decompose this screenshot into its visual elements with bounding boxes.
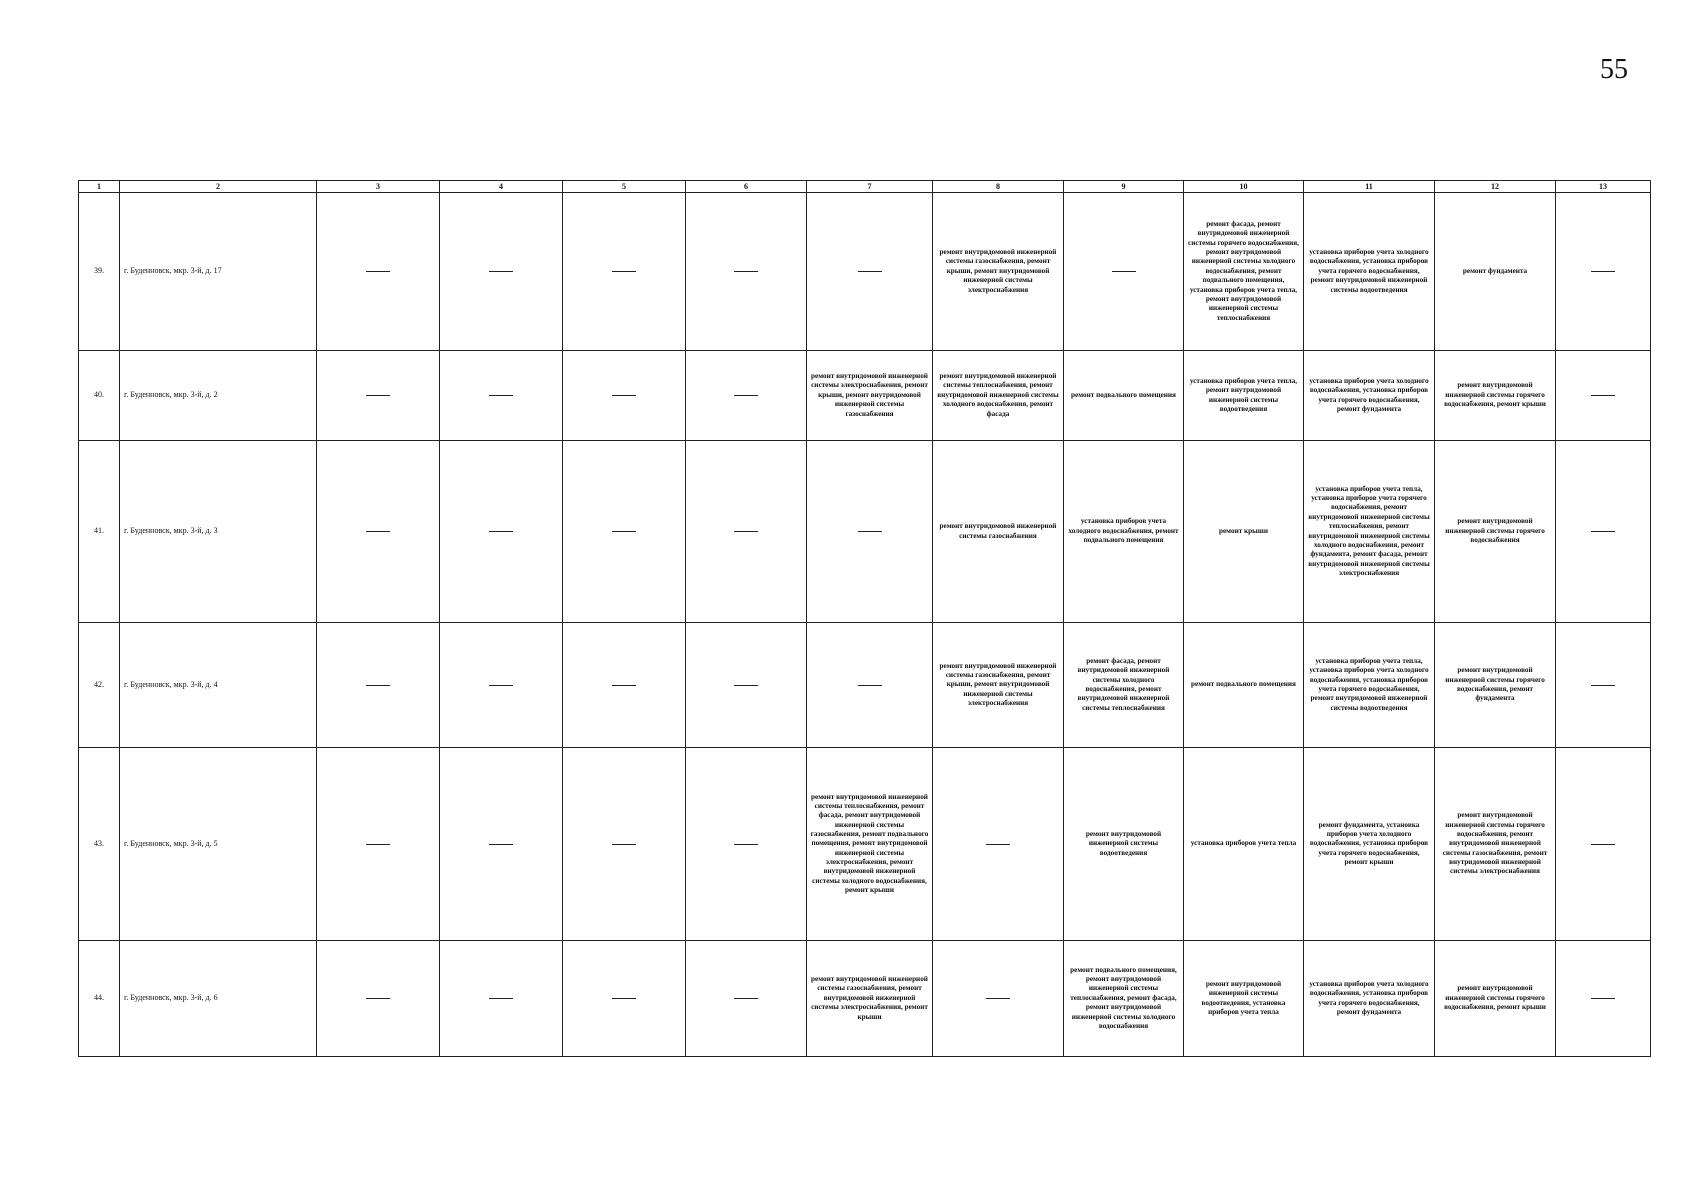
repair-schedule-table <box>78 180 1651 1057</box>
work-cell: ремонт фасада, ремонт внутридомовой инженерной системы холодного водоснабжения, ремонт внутридомовой инженерной системы теплоснабжения <box>1064 623 1184 748</box>
dash-mark <box>1591 685 1615 686</box>
dash-mark <box>612 395 636 396</box>
work-cell: ремонт фасада, ремонт внутридомовой инженерной системы горячего водоснабжения, ремонт внутридомовой инженерной системы холодного водоснабжения, ремонт подвального помещения, установка приборов учета тепла, ремонт внутридомовой инженерной системы теплоснабжения <box>1184 193 1304 351</box>
empty-work-cell <box>686 351 807 441</box>
empty-work-cell <box>563 623 686 748</box>
table-row <box>79 941 1651 1057</box>
address-cell: г. Буденновск, мкр. 3-й, д. 3 <box>120 441 317 623</box>
empty-work-cell <box>686 441 807 623</box>
work-cell: установка приборов учета холодного водоснабжения, установка приборов учета горячего водоснабжения, ремонт фундамента <box>1304 351 1435 441</box>
dash-mark <box>1591 531 1615 532</box>
empty-work-cell <box>1556 193 1651 351</box>
address-cell: г. Буденновск, мкр. 3-й, д. 4 <box>120 623 317 748</box>
empty-work-cell <box>1064 193 1184 351</box>
table-row <box>79 351 1651 441</box>
empty-work-cell <box>807 441 933 623</box>
row-number: 39. <box>79 193 120 351</box>
column-number: 11 <box>1304 181 1435 193</box>
page-number: 55 <box>1600 54 1628 85</box>
work-cell: установка приборов учета холодного водоснабжения, установка приборов учета горячего водоснабжения, ремонт внутридомовой инженерной системы водоотведения <box>1304 193 1435 351</box>
dash-mark <box>489 844 513 845</box>
work-cell: ремонт подвального помещения, ремонт внутридомовой инженерной системы теплоснабжения, ремонт фасада, ремонт внутридомовой инженерной системы холодного водоснабжения <box>1064 941 1184 1057</box>
dash-mark <box>986 844 1010 845</box>
work-cell: установка приборов учета тепла <box>1184 748 1304 941</box>
work-cell: установка приборов учета тепла, ремонт внутридомовой инженерной системы водоотведения <box>1184 351 1304 441</box>
dash-mark <box>489 531 513 532</box>
work-cell: ремонт внутридомовой инженерной системы теплоснабжения, ремонт внутридомовой инженерной системы холодного водоснабжения, ремонт фасада <box>933 351 1064 441</box>
empty-work-cell <box>563 441 686 623</box>
empty-work-cell <box>317 941 440 1057</box>
empty-work-cell <box>440 941 563 1057</box>
dash-mark <box>366 685 390 686</box>
table-row <box>79 441 1651 623</box>
row-number: 42. <box>79 623 120 748</box>
empty-work-cell <box>563 941 686 1057</box>
table-row <box>79 193 1651 351</box>
work-cell: ремонт внутридомовой инженерной системы горячего водоснабжения, ремонт крыши <box>1435 351 1556 441</box>
work-cell: установка приборов учета тепла, установка приборов учета холодного водоснабжения, установка приборов учета горячего водоснабжения, ремонт внутридомовой инженерной системы водоотведения <box>1304 623 1435 748</box>
empty-work-cell <box>686 193 807 351</box>
column-number: 2 <box>120 181 317 193</box>
column-number-header-row <box>79 181 1651 193</box>
empty-work-cell <box>686 748 807 941</box>
work-cell: ремонт фундамента <box>1435 193 1556 351</box>
dash-mark <box>734 998 758 999</box>
empty-work-cell <box>440 441 563 623</box>
work-cell: ремонт внутридомовой инженерной системы водоотведения, установка приборов учета тепла <box>1184 941 1304 1057</box>
empty-work-cell <box>563 748 686 941</box>
dash-mark <box>612 685 636 686</box>
empty-work-cell <box>1556 941 1651 1057</box>
column-number: 5 <box>563 181 686 193</box>
dash-mark <box>858 271 882 272</box>
empty-work-cell <box>440 623 563 748</box>
dash-mark <box>489 395 513 396</box>
dash-mark <box>366 998 390 999</box>
column-number: 12 <box>1435 181 1556 193</box>
dash-mark <box>366 531 390 532</box>
column-number: 10 <box>1184 181 1304 193</box>
work-cell: ремонт внутридомовой инженерной системы горячего водоснабжения, ремонт фундамента <box>1435 623 1556 748</box>
work-cell: ремонт внутридомовой инженерной системы газоснабжения <box>933 441 1064 623</box>
empty-work-cell <box>317 441 440 623</box>
column-number: 6 <box>686 181 807 193</box>
dash-mark <box>858 685 882 686</box>
empty-work-cell <box>686 941 807 1057</box>
empty-work-cell <box>317 193 440 351</box>
address-cell: г. Буденновск, мкр. 3-й, д. 2 <box>120 351 317 441</box>
column-number: 7 <box>807 181 933 193</box>
dash-mark <box>489 685 513 686</box>
dash-mark <box>489 998 513 999</box>
dash-mark <box>734 271 758 272</box>
work-cell: ремонт внутридомовой инженерной системы водоотведения <box>1064 748 1184 941</box>
empty-work-cell <box>563 351 686 441</box>
work-cell: ремонт подвального помещения <box>1184 623 1304 748</box>
empty-work-cell <box>1556 351 1651 441</box>
empty-work-cell <box>440 193 563 351</box>
dash-mark <box>734 685 758 686</box>
table-row <box>79 748 1651 941</box>
dash-mark <box>366 844 390 845</box>
row-number: 43. <box>79 748 120 941</box>
dash-mark <box>612 844 636 845</box>
work-cell: ремонт крыши <box>1184 441 1304 623</box>
work-cell: установка приборов учета тепла, установка приборов учета горячего водоснабжения, ремонт внутридомовой инженерной системы теплоснабжения, ремонт внутридомовой инженерной системы холодного водоснабжения, ремонт фундамента, ремонт фасада, ремонт внутридомовой инженерной системы электроснабжения <box>1304 441 1435 623</box>
address-cell: г. Буденновск, мкр. 3-й, д. 6 <box>120 941 317 1057</box>
empty-work-cell <box>1556 748 1651 941</box>
table-row <box>79 623 1651 748</box>
work-cell: установка приборов учета холодного водоснабжения, установка приборов учета горячего водоснабжения, ремонт фундамента <box>1304 941 1435 1057</box>
work-cell: установка приборов учета холодного водоснабжения, ремонт подвального помещения <box>1064 441 1184 623</box>
dash-mark <box>1591 844 1615 845</box>
empty-work-cell <box>933 941 1064 1057</box>
row-number: 41. <box>79 441 120 623</box>
dash-mark <box>1591 395 1615 396</box>
dash-mark <box>1591 271 1615 272</box>
empty-work-cell <box>440 748 563 941</box>
dash-mark <box>734 844 758 845</box>
row-number: 44. <box>79 941 120 1057</box>
dash-mark <box>489 271 513 272</box>
dash-mark <box>612 271 636 272</box>
work-cell: ремонт внутридомовой инженерной системы газоснабжения, ремонт крыши, ремонт внутридомовой инженерной системы электроснабжения <box>933 193 1064 351</box>
empty-work-cell <box>317 623 440 748</box>
dash-mark <box>1591 998 1615 999</box>
address-cell: г. Буденновск, мкр. 3-й, д. 5 <box>120 748 317 941</box>
work-cell: ремонт внутридомовой инженерной системы горячего водоснабжения <box>1435 441 1556 623</box>
column-number: 13 <box>1556 181 1651 193</box>
empty-work-cell <box>440 351 563 441</box>
column-number: 8 <box>933 181 1064 193</box>
empty-work-cell <box>563 193 686 351</box>
column-number: 4 <box>440 181 563 193</box>
empty-work-cell <box>1556 441 1651 623</box>
work-cell: ремонт внутридомовой инженерной системы горячего водоснабжения, ремонт крыши <box>1435 941 1556 1057</box>
work-cell: ремонт внутридомовой инженерной системы газоснабжения, ремонт внутридомовой инженерной системы электроснабжения, ремонт крыши <box>807 941 933 1057</box>
dash-mark <box>1112 271 1136 272</box>
dash-mark <box>612 531 636 532</box>
column-number: 9 <box>1064 181 1184 193</box>
column-number: 3 <box>317 181 440 193</box>
row-number: 40. <box>79 351 120 441</box>
empty-work-cell <box>317 351 440 441</box>
dash-mark <box>986 998 1010 999</box>
address-cell: г. Буденновск, мкр. 3-й, д. 17 <box>120 193 317 351</box>
dash-mark <box>366 395 390 396</box>
empty-work-cell <box>933 748 1064 941</box>
empty-work-cell <box>807 623 933 748</box>
work-cell: ремонт внутридомовой инженерной системы газоснабжения, ремонт крыши, ремонт внутридомовой инженерной системы электроснабжения <box>933 623 1064 748</box>
work-cell: ремонт внутридомовой инженерной системы теплоснабжения, ремонт фасада, ремонт внутридомовой инженерной системы газоснабжения, ремонт подвального помещения, ремонт внутридомовой инженерной системы электроснабжения, ремонт внутридомовой инженерной системы холодного водоснабжения, ремонт крыши <box>807 748 933 941</box>
work-cell: ремонт подвального помещения <box>1064 351 1184 441</box>
empty-work-cell <box>1556 623 1651 748</box>
empty-work-cell <box>686 623 807 748</box>
work-cell: ремонт фундамента, установка приборов учета холодного водоснабжения, установка приборов учета горячего водоснабжения, ремонт крыши <box>1304 748 1435 941</box>
dash-mark <box>612 998 636 999</box>
empty-work-cell <box>317 748 440 941</box>
work-cell: ремонт внутридомовой инженерной системы горячего водоснабжения, ремонт внутридомовой инженерной системы газоснабжения, ремонт внутридомовой инженерной системы электроснабжения <box>1435 748 1556 941</box>
dash-mark <box>366 271 390 272</box>
column-number: 1 <box>79 181 120 193</box>
dash-mark <box>734 531 758 532</box>
empty-work-cell <box>807 193 933 351</box>
work-cell: ремонт внутридомовой инженерной системы электроснабжения, ремонт крыши, ремонт внутридомовой инженерной системы газоснабжения <box>807 351 933 441</box>
dash-mark <box>734 395 758 396</box>
dash-mark <box>858 531 882 532</box>
